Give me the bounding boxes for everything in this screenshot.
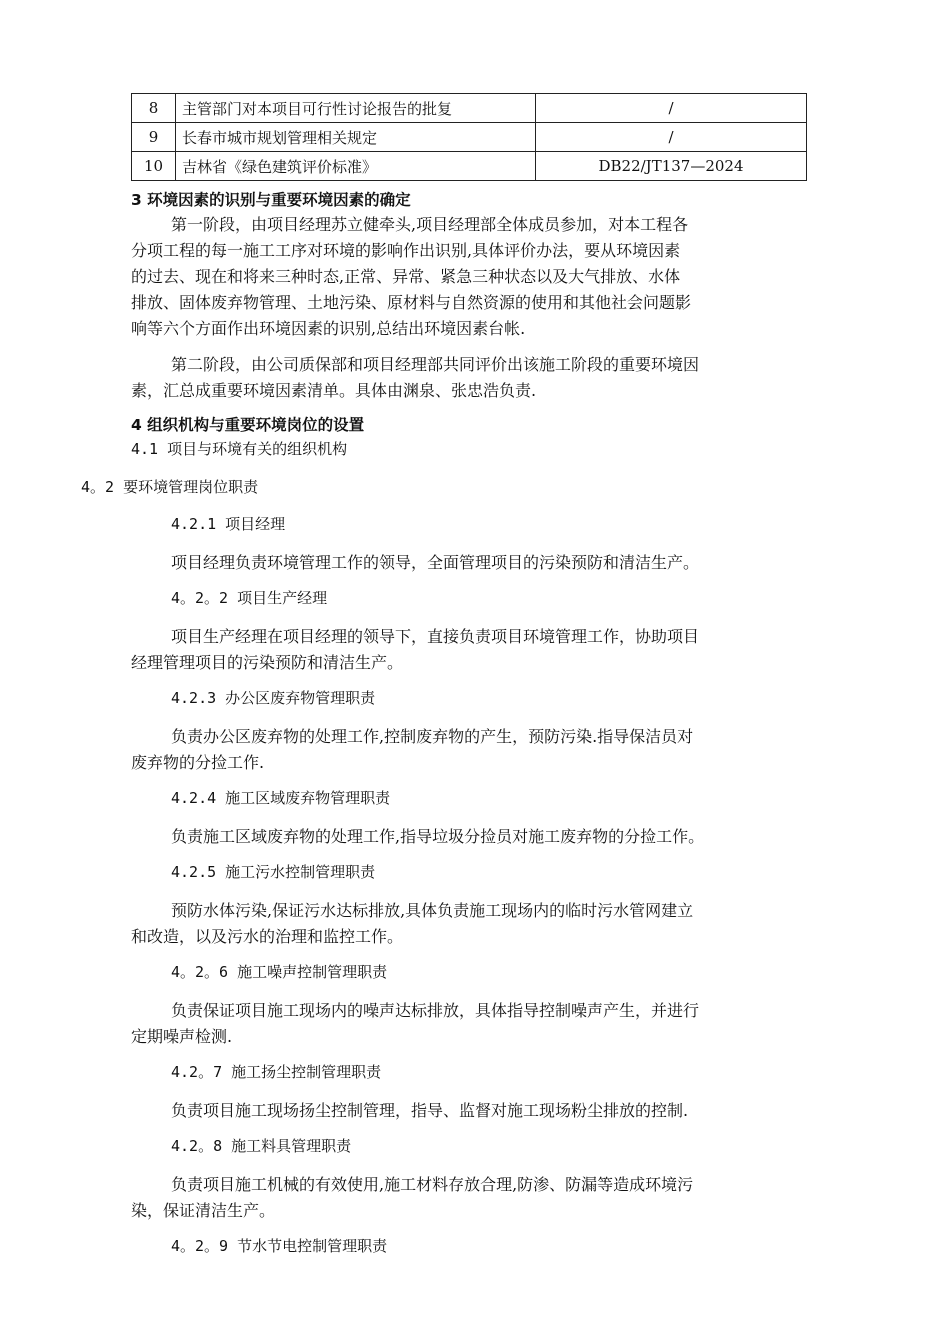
- item-body-line: 项目经理负责环境管理工作的领导，全面管理项目的污染预防和清洁生产。: [171, 553, 700, 572]
- item-body-line: 预防水体污染,保证污水达标排放,具体负责施工现场内的临时污水管网建立: [171, 901, 694, 920]
- item-title: 4.2.3 办公区废弃物管理职责: [171, 689, 376, 707]
- item-body-line: 和改造，以及污水的治理和监控工作。: [131, 927, 404, 946]
- reference-name: 长春市城市规划管理相关规定: [176, 123, 536, 152]
- row-number: 9: [132, 123, 176, 152]
- table-row: [132, 123, 807, 152]
- item-body-line: 负责项目施工现场扬尘控制管理，指导、监督对施工现场粉尘排放的控制.: [171, 1101, 689, 1120]
- reference-table: [131, 93, 807, 181]
- reference-code: DB22/JT137—2024: [536, 152, 807, 181]
- item-body-line: 染，保证清洁生产。: [131, 1201, 276, 1220]
- item-body-line: 负责施工区域废弃物的处理工作,指导垃圾分捡员对施工废弃物的分捡工作。: [171, 827, 705, 846]
- item-title: 4。2。6 施工噪声控制管理职责: [171, 963, 388, 981]
- paragraph-line: 分项工程的每一施工工序对环境的影响作出识别,具体评价办法，要从环境因素: [131, 241, 681, 260]
- item-title: 4.2.4 施工区域废弃物管理职责: [171, 789, 391, 807]
- item-body-line: 负责办公区废弃物的处理工作,控制废弃物的产生，预防污染.指导保洁员对: [171, 727, 694, 746]
- section-3-heading: 3 环境因素的识别与重要环境因素的确定: [131, 191, 411, 209]
- item-title: 4。2。9 节水节电控制管理职责: [171, 1237, 388, 1255]
- section-4-heading: 4 组织机构与重要环境岗位的设置: [131, 416, 365, 434]
- item-title: 4.2。7 施工扬尘控制管理职责: [171, 1063, 382, 1081]
- reference-name: 主管部门对本项目可行性讨论报告的批复: [176, 94, 536, 123]
- paragraph-line: 第二阶段，由公司质保部和项目经理部共同评价出该施工阶段的重要环境因: [171, 355, 700, 374]
- item-body-line: 经理管理项目的污染预防和清洁生产。: [131, 653, 404, 672]
- table-row: [132, 152, 807, 181]
- item-title: 4。2。2 项目生产经理: [171, 589, 328, 607]
- reference-code: /: [536, 94, 807, 123]
- item-body-line: 废弃物的分捡工作.: [131, 753, 265, 772]
- reference-name: 吉林省《绿色建筑评价标准》: [176, 152, 536, 181]
- reference-code: /: [536, 123, 807, 152]
- paragraph-line: 素，汇总成重要环境因素清单。具体由渊泉、张忠浩负责.: [131, 381, 537, 400]
- item-body-line: 负责项目施工机械的有效使用,施工材料存放合理,防渗、防漏等造成环境污: [171, 1175, 694, 1194]
- paragraph-line: 第一阶段，由项目经理苏立健牵头,项目经理部全体成员参加，对本工程各: [171, 215, 689, 234]
- item-body-line: 项目生产经理在项目经理的领导下，直接负责项目环境管理工作，协助项目: [171, 627, 700, 646]
- item-title: 4.2.5 施工污水控制管理职责: [171, 863, 376, 881]
- paragraph-line: 排放、固体废弃物管理、土地污染、原材料与自然资源的使用和其他社会问题影: [131, 293, 692, 312]
- item-title: 4.2。8 施工料具管理职责: [171, 1137, 352, 1155]
- item-body-line: 定期噪声检测.: [131, 1027, 233, 1046]
- subsection-4-1: 4.1 项目与环境有关的组织机构: [131, 440, 348, 458]
- paragraph-line: 响等六个方面作出环境因素的识别,总结出环境因素台帐.: [131, 319, 526, 338]
- row-number: 8: [132, 94, 176, 123]
- subsection-4-2: 4。2 要环境管理岗位职责: [81, 478, 259, 496]
- item-title: 4.2.1 项目经理: [171, 515, 286, 533]
- row-number: 10: [132, 152, 176, 181]
- item-body-line: 负责保证项目施工现场内的噪声达标排放，具体指导控制噪声产生，并进行: [171, 1001, 700, 1020]
- paragraph-line: 的过去、现在和将来三种时态,正常、异常、紧急三种状态以及大气排放、水体: [131, 267, 681, 286]
- table-row: [132, 94, 807, 123]
